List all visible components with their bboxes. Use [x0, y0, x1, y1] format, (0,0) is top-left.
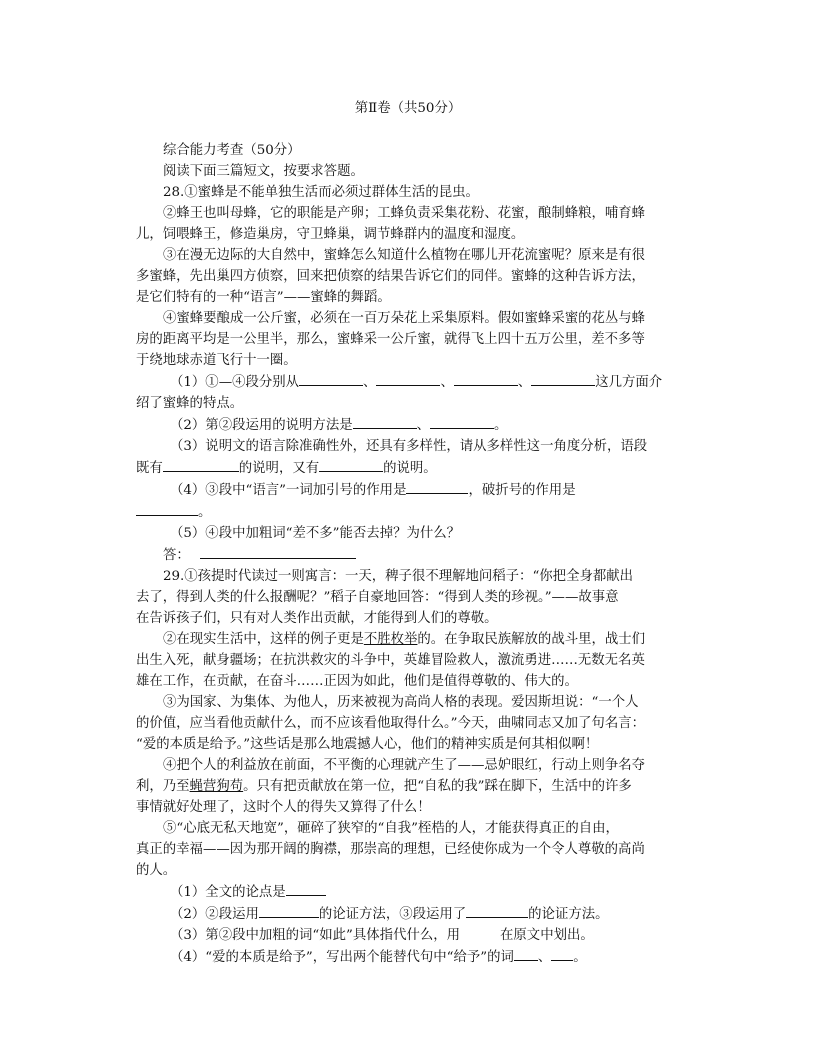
text: （1）①—④段分别从 — [170, 375, 300, 390]
text: （2）第②段运用的说明方法是 — [170, 418, 353, 433]
answer-label: 答： — [163, 548, 190, 563]
p28-para4-line3: 于绕地球赤道飞行十一圈。 — [136, 353, 297, 368]
p29-question-4 — [136, 946, 676, 968]
p28-question-4-line2 — [136, 501, 676, 523]
text: 。只有把贡献放在第一位，把“自私的我”踩在脚下，生活中的许多 — [243, 779, 632, 794]
answer-blank[interactable] — [406, 479, 468, 494]
answer-blank[interactable] — [163, 457, 239, 472]
text: ②在现实生活中，这样的例子更是 — [163, 632, 364, 647]
text: 既有 — [136, 461, 163, 476]
p29-para1-line1: 29.①孩提时代读过一则寓言：一天，稗子很不理解地问稻子：“你把全身都献出 — [163, 569, 634, 584]
text: （2）②段运用 — [170, 907, 259, 922]
p28-para3-line2: 多蜜蜂，先出巢四方侦察，回来把侦察的结果告诉它们的同伴。蜜蜂的这种告诉方法， — [136, 269, 645, 284]
p29-para3-line3: “爱的本质是给予。”这些话是那么地震撼人心，他们的精神实质是何其相似啊！ — [136, 737, 599, 752]
page-title: 第Ⅱ卷（共50分） — [354, 101, 462, 116]
p29-question-1 — [136, 881, 676, 903]
p29-para3-line1: ③为国家、为集体、为他人，历来被视为高尚人格的表现。爱因斯坦说：“一个人 — [163, 695, 639, 710]
answer-blank[interactable] — [551, 946, 573, 961]
p29-para4-line1: ④把个人的利益放在前面，不平衡的心理就产生了——忌妒眼红，行动上则争名夺 — [163, 758, 646, 773]
section-title: 综合能力考查（50分） — [163, 143, 301, 158]
p28-para1: 28.①蜜蜂是不能单独生活而必须过群体生活的昆虫。 — [163, 185, 479, 200]
text: 、 — [440, 375, 454, 390]
text: 。 — [198, 505, 212, 520]
text: 在原文中划出。 — [500, 928, 594, 943]
document-body — [136, 140, 676, 968]
p29-question-2 — [136, 903, 676, 925]
answer-blank[interactable] — [259, 903, 319, 918]
underlined-phrase: 不胜枚举 — [363, 632, 418, 647]
text: 的。在争取民族解放的战斗里，战士们 — [417, 632, 646, 647]
p28-answer — [136, 544, 676, 566]
p29-para3-line2: 的价值，应当看他贡献什么，而不应该看他取得什么。”今天，曲啸同志又加了句名言： — [136, 716, 645, 731]
p28-para4-line1: ④蜜蜂要酿成一公斤蜜，必须在一百万朵花上采集原料。假如蜜蜂采蜜的花丛与蜂 — [163, 311, 646, 326]
p28-question-3-line2 — [136, 457, 676, 479]
p28-question-3-line1: （3）说明文的语言除准确性外，还具有多样性，请从多样性这一角度分析，语段 — [170, 439, 648, 454]
answer-blank[interactable] — [430, 414, 494, 429]
p29-para5-line1: ⑤“心底无私天地宽”，砸碎了狭窄的“自我”桎梏的人，才能获得真正的自由， — [163, 821, 619, 836]
text: 的说明，又有 — [238, 461, 320, 476]
p29-para2-line1 — [136, 629, 676, 650]
answer-blank[interactable] — [376, 371, 440, 386]
p29-para1-line3: 在告诉孩子们，只有对人类作出贡献，才能得到人们的尊敬。 — [136, 611, 498, 626]
p28-question-1 — [136, 371, 676, 393]
p29-para1-line2: 去了，得到人类的什么报酬呢？”稻子自豪地回答：“得到人类的珍视。”——故事意 — [136, 590, 619, 605]
text: （1）全文的论点是 — [170, 885, 286, 900]
p29-para5-line2: 真正的幸福——因为那开阔的胸襟，那崇高的理想，已经使你成为一个令人尊敬的高尚 — [136, 842, 645, 857]
text: 的说明。 — [383, 461, 437, 476]
text: 、 — [517, 375, 532, 390]
instruction: 阅读下面三篇短文，按要求答题。 — [163, 164, 364, 179]
answer-blank[interactable] — [200, 544, 356, 559]
p29-para2-line2: 出生入死，献身疆场；在抗洪救灾的斗争中，英雄冒险救人，激流勇进……无数无名英 — [136, 653, 645, 668]
answer-blank[interactable] — [514, 946, 538, 961]
p29-question-3 — [136, 925, 676, 946]
text: ，破折号的作用是 — [468, 483, 576, 498]
p28-para2-line1: ②蜂王也叫母蜂，它的职能是产卵；工蜂负责采集花粉、花蜜，酿制蜂粮，哺育蜂 — [163, 206, 646, 221]
p29-para5-line3: 的人。 — [136, 863, 177, 878]
answer-blank[interactable] — [319, 457, 383, 472]
answer-blank[interactable] — [353, 414, 417, 429]
p29-para4-line2 — [136, 776, 676, 797]
text: 这几方面介 — [595, 375, 663, 390]
text: （4）③段中“语言”一词加引号的作用是 — [170, 483, 407, 498]
answer-blank[interactable] — [136, 501, 198, 516]
p28-para2-line2: 儿，饲喂蜂王，修造巢房，守卫蜂巢，调节蜂群内的温度和湿度。 — [136, 227, 525, 242]
answer-blank[interactable] — [286, 881, 326, 896]
answer-blank[interactable] — [454, 371, 518, 386]
underlined-phrase: 蝇营狗苟 — [189, 779, 244, 794]
p28-question-2 — [136, 414, 676, 436]
answer-blank[interactable] — [466, 903, 528, 918]
text: 、 — [416, 418, 430, 433]
text: 、 — [537, 950, 552, 965]
answer-blank[interactable] — [299, 371, 363, 386]
p28-para3-line1: ③在漫无边际的大自然中，蜜蜂怎么知道什么植物在哪儿开花流蜜呢？原来是有很 — [163, 248, 646, 263]
text: 的论证方法。 — [528, 907, 609, 922]
p28-question-1-line2: 绍了蜜蜂的特点。 — [136, 396, 244, 411]
p29-para2-line3: 雄在工作，在贡献，在奋斗……正因为如此，他们是值得尊敬的、伟大的。 — [136, 674, 578, 689]
text: 。 — [494, 418, 508, 433]
p28-para4-line2: 房的距离平均是一公里半，那么，蜜蜂采一公斤蜜，就得飞上四十五万公里，差不多等 — [136, 332, 645, 347]
p28-para3-line3: 是它们特有的一种“语言”——蜜蜂的舞蹈。 — [136, 290, 391, 305]
text: 、 — [363, 375, 377, 390]
p28-question-5: （5）④段中加粗词“差不多”能否去掉？为什么？ — [170, 526, 461, 541]
text: （4）“爱的本质是给予”，写出两个能替代句中“给予”的词 — [170, 950, 514, 965]
text: 。 — [573, 950, 587, 965]
answer-blank[interactable] — [531, 371, 595, 386]
p28-question-4 — [136, 479, 676, 501]
text: （3）第②段中加粗的词“如此”具体指代什么，用 — [170, 928, 461, 943]
text: 利，乃至 — [136, 779, 190, 794]
p29-para4-line3: 事情就好处理了，这时个人的得失又算得了什么！ — [136, 800, 431, 815]
text: 的论证方法，③段运用了 — [318, 907, 467, 922]
